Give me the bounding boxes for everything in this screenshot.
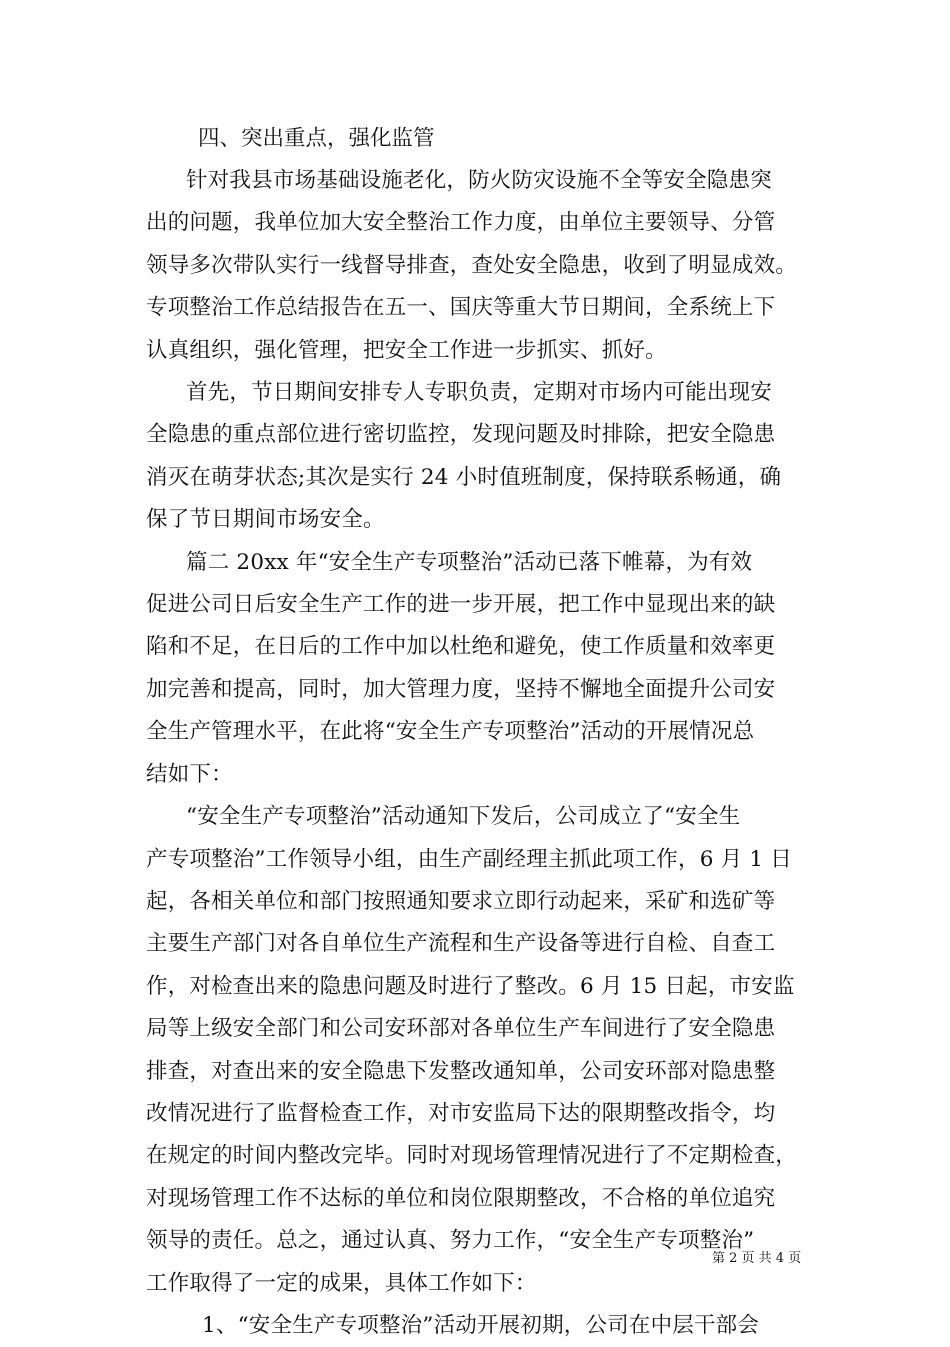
paragraph-line: 主要生产部门对各自单位生产流程和生产设备等进行自检、自查工 bbox=[146, 931, 776, 957]
paragraph-line: 全生产管理水平，在此将“安全生产专项整治”活动的开展情况总 bbox=[146, 719, 755, 745]
section-heading: 四、突出重点，强化监管 bbox=[198, 126, 435, 151]
paragraph-line: 出的问题，我单位加大安全整治工作力度，由单位主要领导、分管 bbox=[146, 210, 776, 236]
paragraph-line: 保了节日期间市场安全。 bbox=[146, 507, 385, 533]
paragraph-line: 改情况进行了监督检查工作，对市安监局下达的限期整改指令，均 bbox=[146, 1100, 776, 1126]
paragraph-line: 在规定的时间内整改完毕。同时对现场管理情况进行了不定期检查， bbox=[146, 1143, 798, 1169]
paragraph-line: 作，对检查出来的隐患问题及时进行了整改。6 月 15 日起，市安监 bbox=[146, 973, 795, 999]
paragraph-line: 消灭在萌芽状态;其次是实行 24 小时值班制度，保持联系畅通，确 bbox=[146, 464, 782, 490]
paragraph-line: 加完善和提高，同时，加大管理力度，坚持不懈地全面提升公司安 bbox=[146, 676, 776, 702]
paragraph-line: 首先，节日期间安排专人专职负责，定期对市场内可能出现安 bbox=[186, 380, 772, 406]
paragraph-line: “安全生产专项整治”活动通知下发后，公司成立了“安全生 bbox=[186, 804, 741, 830]
paragraph-line: 产专项整治”工作领导小组，由生产副经理主抓此项工作，6 月 1 日 bbox=[146, 846, 792, 872]
document-body bbox=[146, 118, 806, 1347]
paragraph-line: 局等上级安全部门和公司安环部对各单位生产车间进行了安全隐患 bbox=[146, 1016, 776, 1042]
paragraph-line: 领导的责任。总之，通过认真、努力工作，“安全生产专项整治” bbox=[146, 1228, 755, 1254]
paragraph-line: 篇二 20xx 年“安全生产专项整治”活动已落下帷幕，为有效 bbox=[186, 549, 753, 575]
paragraph-line: 认真组织，强化管理，把安全工作进一步抓实、抓好。 bbox=[146, 337, 667, 363]
paragraph-line: 全隐患的重点部位进行密切监控，发现问题及时排除，把安全隐患 bbox=[146, 422, 776, 448]
page-number: 第 2 页 共 4 页 bbox=[712, 1251, 802, 1266]
paragraph-line: 领导多次带队实行一线督导排查，查处安全隐患，收到了明显成效。 bbox=[146, 252, 798, 278]
paragraph-line: 排查，对查出来的安全隐患下发整改通知单，公司安环部对隐患整 bbox=[146, 1058, 776, 1084]
paragraph-line: 1、“安全生产专项整治”活动开展初期，公司在中层干部会 bbox=[202, 1312, 760, 1338]
paragraph-line: 陷和不足，在日后的工作中加以杜绝和避免，使工作质量和效率更 bbox=[146, 634, 776, 660]
paragraph-line: 对现场管理工作不达标的单位和岗位限期整改，不合格的单位追究 bbox=[146, 1185, 776, 1211]
paragraph-line: 结如下： bbox=[146, 761, 233, 787]
paragraph-line: 促进公司日后安全生产工作的进一步开展，把工作中显现出来的缺 bbox=[146, 592, 776, 618]
paragraph-line: 专项整治工作总结报告在五一、国庆等重大节日期间，全系统上下 bbox=[146, 295, 776, 321]
paragraph-line: 工作取得了一定的成果，具体工作如下： bbox=[146, 1270, 537, 1296]
paragraph-line: 起，各相关单位和部门按照通知要求立即行动起来，采矿和选矿等 bbox=[146, 888, 776, 914]
paragraph-line: 针对我县市场基础设施老化，防火防灾设施不全等安全隐患突 bbox=[186, 168, 772, 193]
